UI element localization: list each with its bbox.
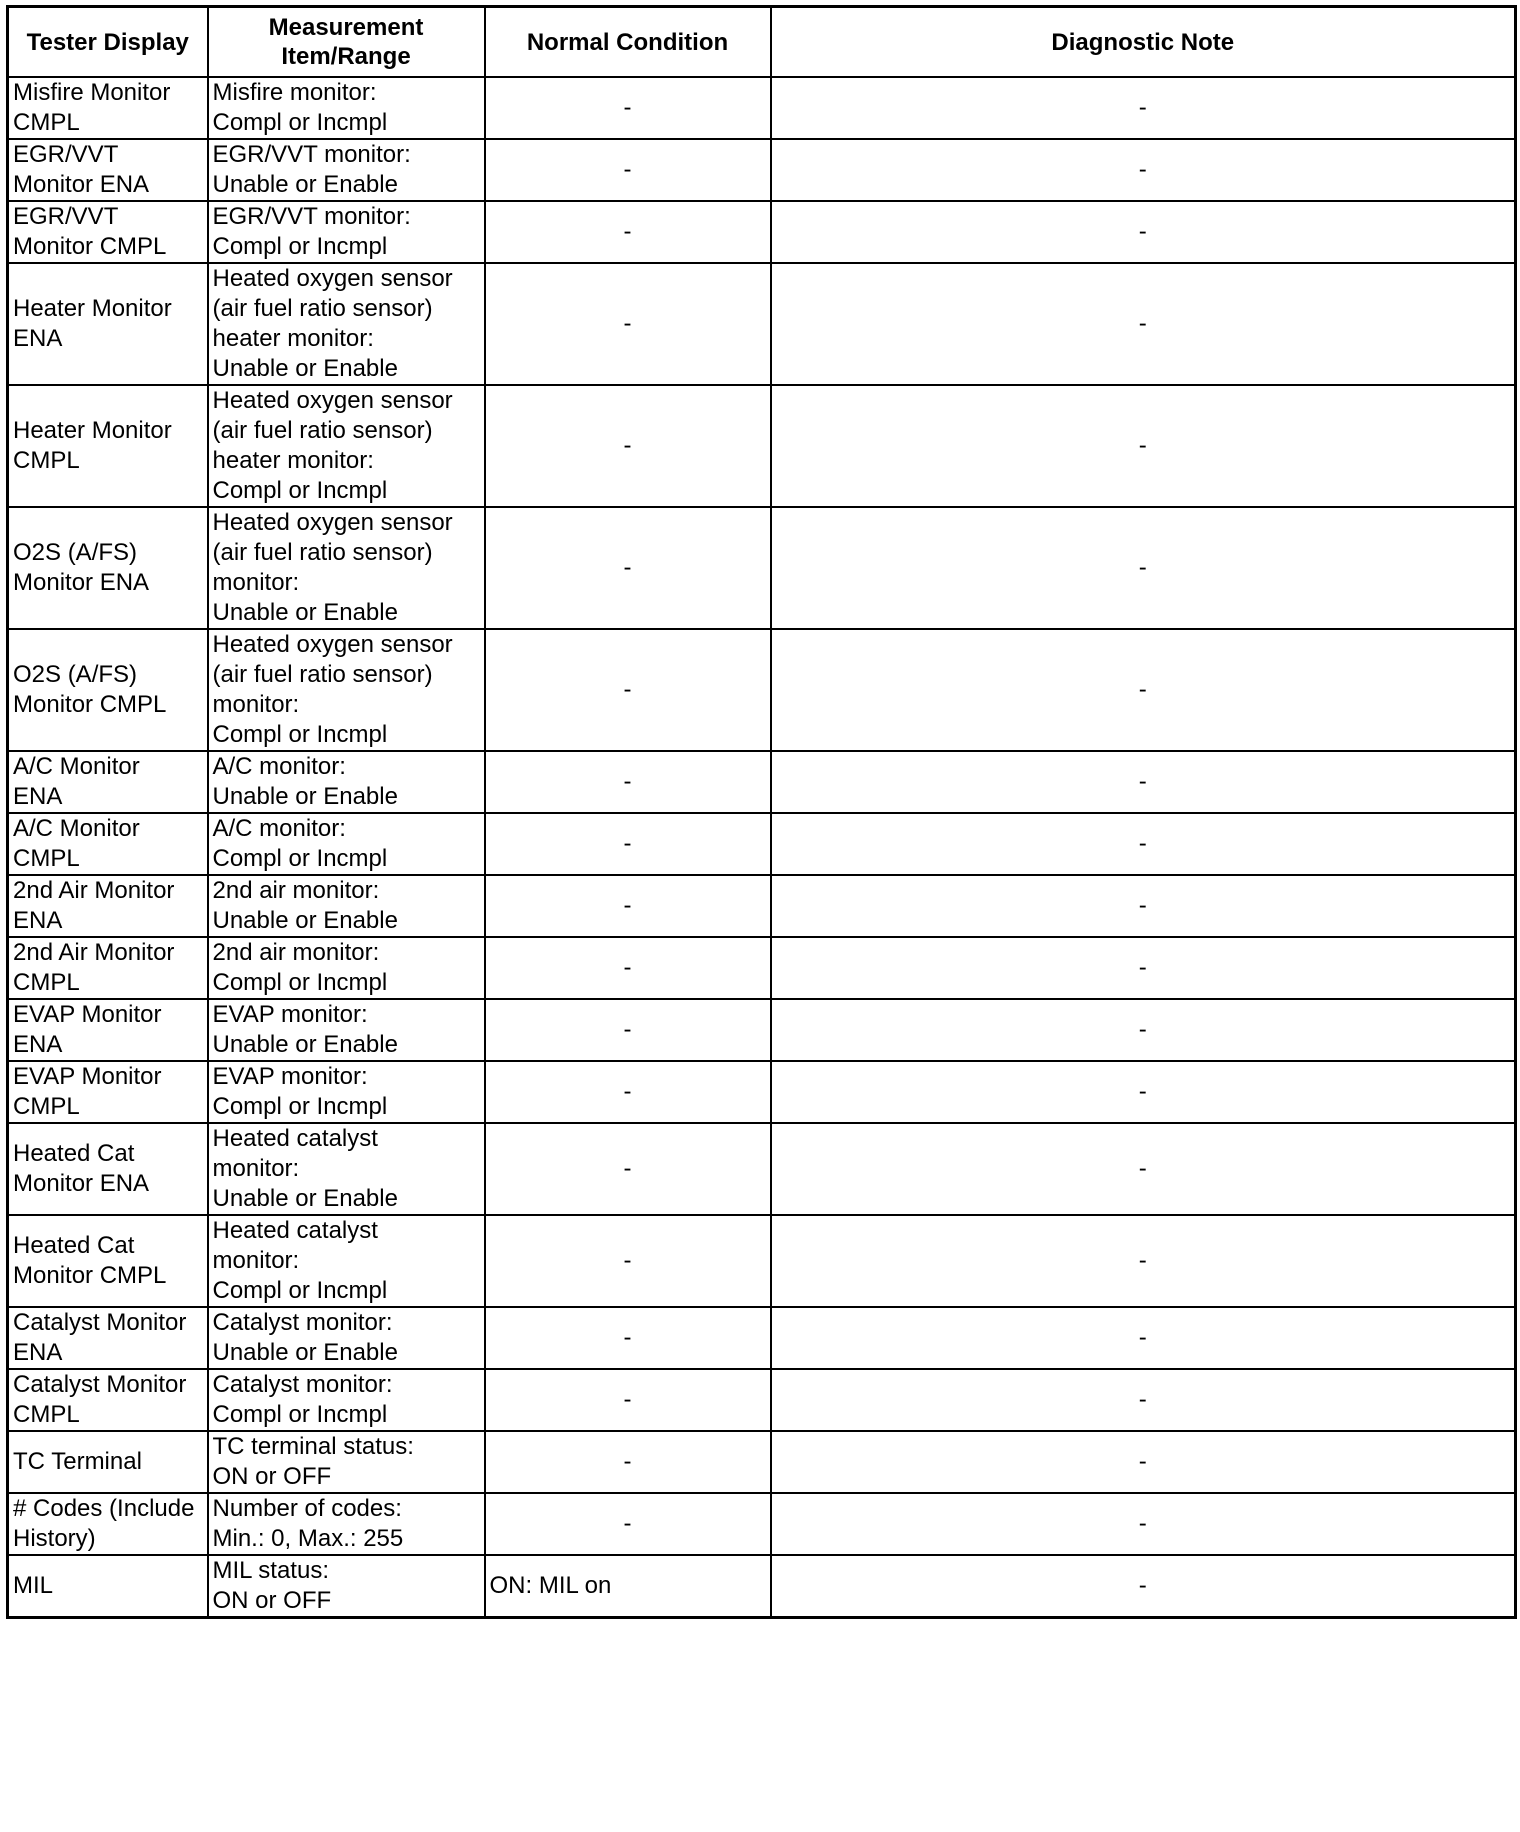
cell-measurement-range-text: MIL status: ON or OFF: [212, 1557, 332, 1614]
cell-diagnostic-note: [771, 629, 1516, 751]
cell-measurement-range: [208, 1369, 485, 1431]
cell-diagnostic-note: [771, 1307, 1516, 1369]
cell-normal-condition: [485, 1307, 771, 1369]
cell-tester-display-text: TC Terminal: [13, 1448, 142, 1475]
cell-diagnostic-note-text: -: [1138, 768, 1147, 795]
cell-tester-display-text: Heated Cat Monitor CMPL: [13, 1232, 167, 1289]
cell-diagnostic-note: [771, 937, 1516, 999]
cell-diagnostic-note: [771, 1369, 1516, 1431]
cell-measurement-range: [208, 1307, 485, 1369]
cell-normal-condition: [485, 1431, 771, 1493]
cell-tester-display-text: A/C Monitor CMPL: [13, 815, 140, 872]
cell-tester-display: [8, 813, 208, 875]
cell-diagnostic-note: [771, 1493, 1516, 1555]
cell-normal-condition-text: -: [623, 432, 632, 459]
cell-tester-display-text: EGR/VVT Monitor ENA: [13, 141, 150, 198]
table-row: [8, 1307, 1516, 1369]
cell-normal-condition-text: -: [623, 1016, 632, 1043]
header-diagnostic-note: Diagnostic Note: [771, 7, 1516, 78]
cell-diagnostic-note: [771, 77, 1516, 139]
cell-normal-condition-text: -: [623, 1078, 632, 1105]
cell-tester-display-text: O2S (A/FS) Monitor CMPL: [13, 661, 167, 718]
cell-tester-display: [8, 77, 208, 139]
cell-measurement-range: [208, 77, 485, 139]
table-row: [8, 937, 1516, 999]
cell-normal-condition-text: -: [623, 554, 632, 581]
table-body: [8, 77, 1516, 1618]
cell-measurement-range-text: EGR/VVT monitor: Compl or Incmpl: [212, 203, 411, 260]
cell-normal-condition: [485, 1369, 771, 1431]
header-tester-display: Tester Display: [8, 7, 208, 78]
cell-diagnostic-note: [771, 1215, 1516, 1307]
table-row: [8, 751, 1516, 813]
cell-normal-condition-text: -: [623, 1155, 632, 1182]
cell-tester-display-text: Heated Cat Monitor ENA: [13, 1140, 150, 1197]
cell-normal-condition: [485, 1215, 771, 1307]
cell-diagnostic-note: [771, 1061, 1516, 1123]
cell-diagnostic-note: [771, 201, 1516, 263]
cell-diagnostic-note-text: -: [1138, 830, 1147, 857]
cell-measurement-range-text: TC terminal status: ON or OFF: [212, 1433, 414, 1490]
cell-measurement-range: [208, 1215, 485, 1307]
table-row: [8, 629, 1516, 751]
table-row: [8, 139, 1516, 201]
cell-normal-condition: [485, 999, 771, 1061]
cell-diagnostic-note-text: -: [1138, 94, 1147, 121]
cell-tester-display: [8, 139, 208, 201]
cell-tester-display-text: O2S (A/FS) Monitor ENA: [13, 539, 150, 596]
cell-diagnostic-note-text: -: [1138, 954, 1147, 981]
cell-tester-display: [8, 1307, 208, 1369]
cell-tester-display: [8, 875, 208, 937]
table-row: [8, 1215, 1516, 1307]
cell-diagnostic-note-text: -: [1138, 1510, 1147, 1537]
cell-tester-display: [8, 751, 208, 813]
cell-measurement-range-text: EVAP monitor: Unable or Enable: [212, 1001, 398, 1058]
table-row: [8, 507, 1516, 629]
table-row: [8, 1061, 1516, 1123]
cell-measurement-range-text: Heated catalyst monitor: Unable or Enable: [212, 1125, 398, 1212]
cell-normal-condition-text: -: [623, 1448, 632, 1475]
cell-normal-condition: [485, 1555, 771, 1618]
cell-diagnostic-note: [771, 813, 1516, 875]
cell-diagnostic-note-text: -: [1138, 676, 1147, 703]
cell-measurement-range-text: Heated oxygen sensor (air fuel ratio sensor) heater monitor: Compl or Incmpl: [212, 387, 453, 504]
table-row: [8, 875, 1516, 937]
cell-measurement-range-text: Misfire monitor: Compl or Incmpl: [212, 79, 388, 136]
cell-tester-display: [8, 1369, 208, 1431]
cell-diagnostic-note: [771, 507, 1516, 629]
cell-diagnostic-note-text: -: [1138, 218, 1147, 245]
cell-tester-display: [8, 507, 208, 629]
cell-measurement-range: [208, 813, 485, 875]
table-row: [8, 1493, 1516, 1555]
cell-measurement-range-text: Heated oxygen sensor (air fuel ratio sensor) heater monitor: Unable or Enable: [212, 265, 453, 382]
cell-tester-display: [8, 1123, 208, 1215]
table-row: [8, 263, 1516, 385]
cell-diagnostic-note-text: -: [1138, 1247, 1147, 1274]
cell-tester-display: [8, 1493, 208, 1555]
cell-measurement-range-text: Heated catalyst monitor: Compl or Incmpl: [212, 1217, 388, 1304]
cell-tester-display-text: EVAP Monitor CMPL: [13, 1063, 162, 1120]
cell-diagnostic-note: [771, 1123, 1516, 1215]
cell-normal-condition-text: -: [623, 1510, 632, 1537]
cell-tester-display: [8, 1431, 208, 1493]
cell-diagnostic-note-text: -: [1138, 156, 1147, 183]
cell-measurement-range: [208, 999, 485, 1061]
cell-normal-condition: [485, 77, 771, 139]
cell-diagnostic-note: [771, 385, 1516, 507]
cell-diagnostic-note-text: -: [1138, 1572, 1147, 1599]
cell-measurement-range-text: A/C monitor: Compl or Incmpl: [212, 815, 388, 872]
table-row: [8, 813, 1516, 875]
cell-normal-condition-text: -: [623, 768, 632, 795]
cell-measurement-range: [208, 1061, 485, 1123]
cell-measurement-range-text: 2nd air monitor: Compl or Incmpl: [212, 939, 388, 996]
table-row: [8, 1123, 1516, 1215]
cell-normal-condition-text: -: [623, 156, 632, 183]
cell-tester-display-text: Catalyst Monitor ENA: [13, 1309, 187, 1366]
cell-normal-condition: [485, 629, 771, 751]
cell-measurement-range: [208, 1431, 485, 1493]
cell-diagnostic-note-text: -: [1138, 1078, 1147, 1105]
cell-diagnostic-note: [771, 263, 1516, 385]
cell-measurement-range-text: Catalyst monitor: Compl or Incmpl: [212, 1371, 393, 1428]
table-row: [8, 1369, 1516, 1431]
header-measurement-item-range: Measurement Item/Range: [208, 7, 485, 78]
cell-tester-display-text: MIL: [13, 1572, 54, 1599]
cell-diagnostic-note-text: -: [1138, 554, 1147, 581]
cell-tester-display-text: Heater Monitor CMPL: [13, 417, 172, 474]
cell-tester-display: [8, 1061, 208, 1123]
cell-normal-condition-text: -: [623, 830, 632, 857]
cell-measurement-range-text: 2nd air monitor: Unable or Enable: [212, 877, 398, 934]
cell-normal-condition: [485, 875, 771, 937]
cell-tester-display: [8, 201, 208, 263]
cell-normal-condition-text: -: [623, 1386, 632, 1413]
cell-tester-display-text: EVAP Monitor ENA: [13, 1001, 162, 1058]
cell-tester-display-text: Heater Monitor ENA: [13, 295, 172, 352]
cell-measurement-range: [208, 1123, 485, 1215]
cell-measurement-range-text: Catalyst monitor: Unable or Enable: [212, 1309, 398, 1366]
cell-normal-condition: [485, 813, 771, 875]
cell-normal-condition-text: ON: MIL on: [489, 1572, 612, 1599]
cell-measurement-range: [208, 937, 485, 999]
cell-diagnostic-note-text: -: [1138, 1386, 1147, 1413]
cell-normal-condition: [485, 1493, 771, 1555]
cell-diagnostic-note-text: -: [1138, 1155, 1147, 1182]
cell-tester-display: [8, 629, 208, 751]
cell-diagnostic-note: [771, 875, 1516, 937]
cell-tester-display: [8, 385, 208, 507]
cell-measurement-range: [208, 507, 485, 629]
cell-measurement-range-text: Heated oxygen sensor (air fuel ratio sensor) monitor: Unable or Enable: [212, 509, 453, 626]
cell-normal-condition: [485, 139, 771, 201]
cell-measurement-range-text: EVAP monitor: Compl or Incmpl: [212, 1063, 388, 1120]
cell-tester-display: [8, 999, 208, 1061]
table-row: [8, 77, 1516, 139]
cell-measurement-range: [208, 385, 485, 507]
cell-normal-condition: [485, 1061, 771, 1123]
cell-tester-display-text: A/C Monitor ENA: [13, 753, 140, 810]
cell-diagnostic-note: [771, 751, 1516, 813]
cell-normal-condition: [485, 201, 771, 263]
table-row: [8, 999, 1516, 1061]
cell-diagnostic-note-text: -: [1138, 1324, 1147, 1351]
cell-normal-condition-text: -: [623, 892, 632, 919]
cell-normal-condition: [485, 751, 771, 813]
cell-tester-display-text: # Codes (Include History): [13, 1495, 195, 1552]
tester-data-table: [6, 5, 1517, 1619]
cell-tester-display-text: EGR/VVT Monitor CMPL: [13, 203, 167, 260]
cell-measurement-range: [208, 1493, 485, 1555]
cell-normal-condition: [485, 507, 771, 629]
cell-normal-condition-text: -: [623, 1247, 632, 1274]
cell-measurement-range: [208, 263, 485, 385]
cell-diagnostic-note: [771, 139, 1516, 201]
cell-diagnostic-note: [771, 1555, 1516, 1618]
cell-diagnostic-note-text: -: [1138, 432, 1147, 459]
cell-measurement-range: [208, 139, 485, 201]
cell-diagnostic-note-text: -: [1138, 1016, 1147, 1043]
cell-diagnostic-note-text: -: [1138, 1448, 1147, 1475]
cell-normal-condition-text: -: [623, 218, 632, 245]
cell-normal-condition: [485, 263, 771, 385]
cell-diagnostic-note-text: -: [1138, 310, 1147, 337]
cell-tester-display-text: Catalyst Monitor CMPL: [13, 1371, 187, 1428]
cell-measurement-range: [208, 875, 485, 937]
cell-tester-display: [8, 263, 208, 385]
header-normal-condition: Normal Condition: [485, 7, 771, 78]
cell-tester-display-text: Misfire Monitor CMPL: [13, 79, 171, 136]
cell-tester-display: [8, 1555, 208, 1618]
cell-measurement-range-text: Number of codes: Min.: 0, Max.: 255: [212, 1495, 404, 1552]
cell-measurement-range-text: Heated oxygen sensor (air fuel ratio sensor) monitor: Compl or Incmpl: [212, 631, 453, 748]
cell-normal-condition-text: -: [623, 94, 632, 121]
cell-diagnostic-note: [771, 999, 1516, 1061]
table-header-row: [8, 7, 1516, 78]
cell-normal-condition: [485, 385, 771, 507]
cell-diagnostic-note: [771, 1431, 1516, 1493]
cell-measurement-range: [208, 1555, 485, 1618]
cell-normal-condition-text: -: [623, 310, 632, 337]
cell-normal-condition-text: -: [623, 676, 632, 703]
table-row: [8, 1431, 1516, 1493]
cell-normal-condition-text: -: [623, 1324, 632, 1351]
cell-diagnostic-note-text: -: [1138, 892, 1147, 919]
cell-measurement-range-text: EGR/VVT monitor: Unable or Enable: [212, 141, 411, 198]
cell-tester-display: [8, 1215, 208, 1307]
cell-measurement-range: [208, 629, 485, 751]
cell-measurement-range: [208, 201, 485, 263]
table-row: [8, 385, 1516, 507]
cell-normal-condition-text: -: [623, 954, 632, 981]
cell-measurement-range: [208, 751, 485, 813]
cell-tester-display-text: 2nd Air Monitor CMPL: [13, 939, 175, 996]
cell-measurement-range-text: A/C monitor: Unable or Enable: [212, 753, 398, 810]
cell-normal-condition: [485, 1123, 771, 1215]
table-row: [8, 1555, 1516, 1618]
cell-normal-condition: [485, 937, 771, 999]
cell-tester-display-text: 2nd Air Monitor ENA: [13, 877, 175, 934]
cell-tester-display: [8, 937, 208, 999]
table-row: [8, 201, 1516, 263]
